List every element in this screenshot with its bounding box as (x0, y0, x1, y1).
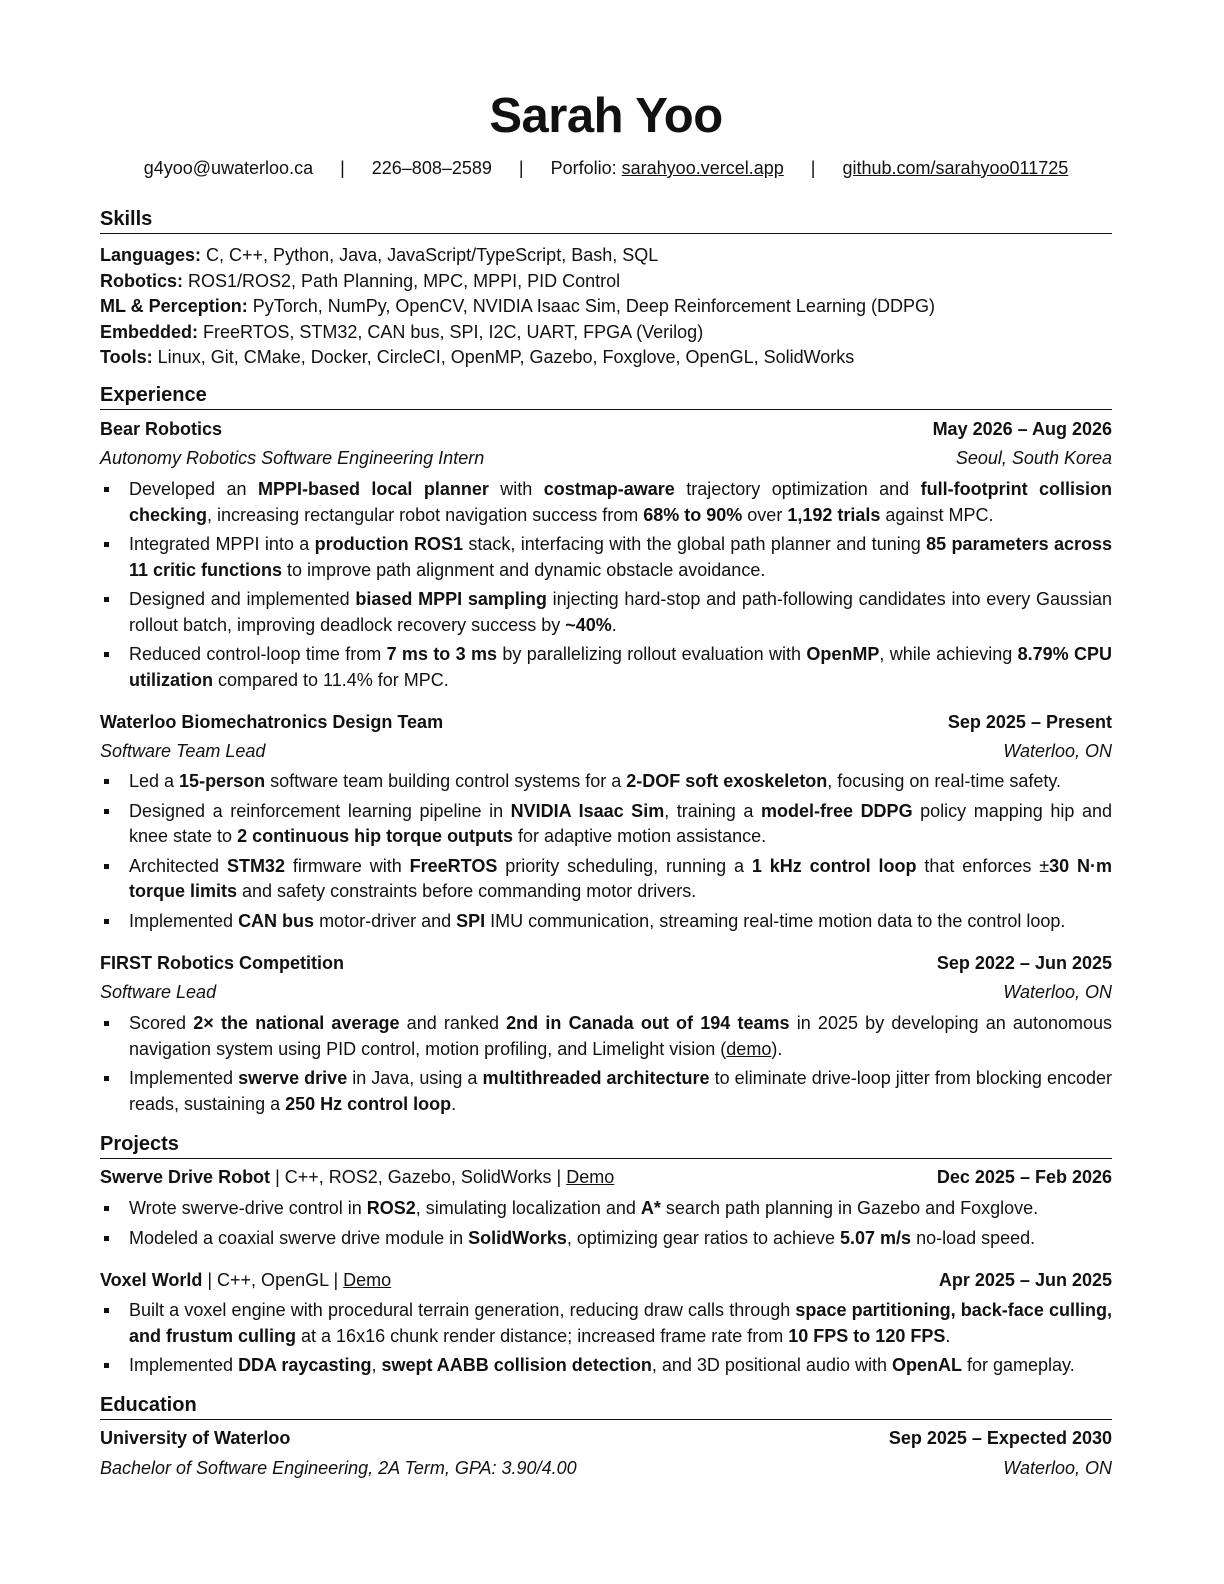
school-name: University of Waterloo (100, 1428, 291, 1448)
text-run: and safety constraints before commanding motor drivers. (237, 881, 697, 901)
text-run: and ranked (399, 1013, 507, 1033)
text-run: Wrote swerve-drive control in (129, 1198, 367, 1218)
project-header (100, 1270, 1112, 1291)
text-run: to improve path alignment and dynamic obstacle avoidance. (282, 559, 766, 580)
text-run: compared to 11.4% for MPC. (213, 669, 449, 690)
job-location: Waterloo, ON (1003, 741, 1112, 761)
job-subheader (100, 741, 1112, 762)
project-bullets (100, 1196, 1112, 1255)
project-bullets (100, 1298, 1112, 1383)
section-title-skills: Skills (100, 208, 1112, 234)
bullet-item (100, 1011, 1112, 1062)
bullet-item (100, 854, 1112, 905)
phone-number: 226–808–2589 (371, 158, 492, 178)
text-run: , while achieving (879, 644, 1018, 664)
text-run: in 2025 by developing an autonomous navigation system using PID control, motion profiling, and Limelight vision ( (129, 1013, 1112, 1059)
text-run: policy mapping hip and knee state to (129, 800, 1112, 846)
bold-text: 2-DOF soft exoskeleton (626, 771, 828, 791)
education-header (100, 1428, 1112, 1449)
skill-line: Robotics: ROS1/ROS2, Path Planning, MPC, MPPI, PID Control (100, 270, 621, 291)
education-dates: Sep 2025 – Expected 2030 (888, 1428, 1112, 1448)
demo-link[interactable]: demo (726, 1038, 772, 1059)
job-role: Software Team Lead (100, 741, 266, 761)
project-stack: | C++, OpenGL | (202, 1270, 344, 1290)
text-run: Designed and implemented (129, 589, 356, 609)
github-link[interactable]: github.com/sarahyoo011725 (842, 158, 1069, 178)
project-demo-link[interactable]: Demo (343, 1270, 392, 1290)
bold-text: 1 kHz control loop (751, 855, 917, 876)
skills-list (100, 243, 1112, 371)
contact-line (100, 158, 1112, 179)
text-run: , simulating localization and (415, 1198, 641, 1218)
bold-text: model-free DDPG (760, 800, 913, 821)
education-subheader (100, 1458, 1112, 1479)
bold-text: production ROS1 (314, 534, 464, 554)
bold-text: 2× the national average (193, 1013, 400, 1033)
bold-text: 1,192 trials (787, 504, 881, 525)
bold-text: 5.07 m/s (840, 1227, 912, 1248)
degree: Bachelor of Software Engineering, 2A Term, GPA: 3.90/4.00 (100, 1458, 577, 1478)
bold-text: SolidWorks (468, 1227, 567, 1248)
bold-text: swerve drive (238, 1068, 348, 1088)
contact-separator: | (810, 158, 816, 178)
education-location: Waterloo, ON (1003, 1458, 1112, 1478)
bold-text: STM32 (226, 855, 285, 876)
project-title (100, 1167, 614, 1188)
bullet-item (100, 532, 1112, 583)
job-location: Seoul, South Korea (955, 448, 1112, 468)
bullet-item (100, 909, 1112, 935)
text-run: IMU communication, streaming real-time motion data to the control loop. (485, 910, 1066, 931)
bold-text: OpenMP (806, 644, 880, 664)
bold-text: multithreaded architecture (482, 1068, 710, 1088)
project-name: Swerve Drive Robot (100, 1167, 271, 1187)
job-bullets (100, 769, 1112, 938)
bold-text: 2nd in Canada out of 194 teams (506, 1013, 790, 1033)
project-dates: Dec 2025 – Feb 2026 (936, 1167, 1112, 1187)
bold-text: FreeRTOS (409, 855, 498, 876)
job-header (100, 712, 1112, 733)
text-run: . (611, 614, 617, 635)
bullet-item (100, 642, 1112, 693)
text-run: in Java, using a (347, 1068, 483, 1088)
bold-text: 7 ms to 3 ms (386, 644, 498, 664)
text-run: Scored (129, 1013, 194, 1033)
bold-text: 10 FPS to 120 FPS (788, 1325, 946, 1346)
text-run: stack, interfacing with the global path planner and tuning (463, 534, 927, 554)
bullet-item (100, 1066, 1112, 1117)
skill-line: Embedded: FreeRTOS, STM32, CAN bus, SPI, I2C, UART, FPGA (Verilog) (100, 321, 704, 342)
bold-text: full-footprint collision checking (129, 479, 1113, 525)
project-header (100, 1167, 1112, 1188)
bold-text: costmap-aware (543, 479, 675, 499)
bold-text: CAN bus (238, 910, 315, 931)
project-demo-link[interactable]: Demo (566, 1167, 615, 1187)
project-dates: Apr 2025 – Jun 2025 (938, 1270, 1112, 1290)
bullet-item (100, 587, 1112, 638)
bold-text: DDA raycasting (238, 1355, 372, 1375)
text-run: trajectory optimization and (674, 479, 921, 499)
project-name: Voxel World (100, 1270, 203, 1290)
text-run: for gameplay. (961, 1355, 1075, 1375)
job-org: Waterloo Biomechatronics Design Team (100, 712, 444, 732)
bullet-item (100, 477, 1112, 528)
bold-text: SPI (456, 910, 486, 931)
text-run: Designed a reinforcement learning pipeline in (129, 800, 511, 821)
bold-text: 85 parameters across 11 critic functions (129, 534, 1113, 580)
text-run: with (488, 479, 544, 499)
project-title (100, 1270, 391, 1291)
text-run: at a 16x16 chunk render distance; increased frame rate from (296, 1325, 789, 1346)
bullet-item (100, 799, 1112, 850)
bullet-item (100, 1353, 1112, 1379)
bold-text: NVIDIA Isaac Sim (510, 800, 665, 821)
text-run: injecting hard-stop and path-following candidates into every Gaussian rollout batch, improving deadlock recovery success by (129, 589, 1113, 635)
text-run: against MPC. (880, 504, 994, 525)
text-run: , (371, 1355, 382, 1375)
job-role: Software Lead (100, 982, 217, 1002)
contact-separator: | (518, 158, 524, 178)
job-bullets (100, 1011, 1112, 1121)
job-location: Waterloo, ON (1003, 982, 1112, 1002)
text-run: firmware with (284, 855, 410, 876)
text-run: by parallelizing rollout evaluation with (497, 644, 807, 664)
skill-line: ML & Perception: PyTorch, NumPy, OpenCV, NVIDIA Isaac Sim, Deep Reinforcement Learning (DDPG) (100, 296, 935, 316)
bold-text: 250 Hz control loop (285, 1093, 452, 1114)
text-run: Implemented (129, 910, 239, 931)
text-run: Built a voxel engine with procedural terrain generation, reducing draw calls through (129, 1300, 796, 1320)
bold-text: 8.79% CPU utilization (129, 644, 1112, 690)
job-bullets (100, 477, 1112, 697)
bold-text: A* (640, 1198, 661, 1218)
bullet-item (100, 1298, 1112, 1349)
text-run: priority scheduling, running a (497, 855, 752, 876)
section-title-experience: Experience (100, 384, 1112, 410)
job-org: Bear Robotics (100, 419, 223, 439)
candidate-name: Sarah Yoo (489, 89, 723, 143)
text-run: ). (771, 1038, 783, 1059)
text-run: Integrated MPPI into a (129, 534, 315, 554)
bold-text: OpenAL (891, 1355, 962, 1375)
job-role: Autonomy Robotics Software Engineering Intern (100, 448, 485, 468)
job-header (100, 419, 1112, 440)
bold-text: MPPI-based local planner (257, 479, 489, 499)
bold-text: ~40% (565, 614, 612, 635)
job-subheader (100, 448, 1112, 469)
text-run: . (945, 1325, 951, 1346)
bold-text: ROS2 (366, 1198, 416, 1218)
text-run: Reduced control-loop time from (129, 644, 387, 664)
job-dates: Sep 2025 – Present (947, 712, 1112, 732)
job-org: FIRST Robotics Competition (100, 953, 344, 973)
job-header (100, 953, 1112, 974)
text-run: for adaptive motion assistance. (513, 826, 767, 846)
section-title-projects: Projects (100, 1133, 1112, 1159)
text-run: that enforces ± (916, 855, 1050, 876)
bold-text: 2 continuous hip torque outputs (237, 826, 514, 846)
text-run: , and 3D positional audio with (651, 1355, 892, 1375)
text-run: software team building control systems for a (265, 771, 627, 791)
job-subheader (100, 982, 1112, 1003)
contact-separator: | (340, 158, 345, 178)
bullet-item (100, 769, 1112, 795)
text-run: no-load speed. (911, 1227, 1036, 1248)
text-run: Led a (129, 771, 180, 791)
text-run: , optimizing gear ratios to achieve (566, 1227, 840, 1248)
bold-text: 15-person (179, 771, 266, 791)
text-run: , focusing on real-time safety. (827, 771, 1062, 791)
text-run: , increasing rectangular robot navigation success from (207, 504, 644, 525)
project-stack: | C++, ROS2, Gazebo, SolidWorks | (270, 1167, 567, 1187)
bold-text: 30 N·m torque limits (129, 855, 1113, 901)
bullet-item (100, 1226, 1112, 1252)
text-run: over (742, 504, 788, 525)
bold-text: space partitioning, back-face culling, and frustum culling (129, 1300, 1113, 1346)
skill-line: Tools: Linux, Git, CMake, Docker, CircleCI, OpenMP, Gazebo, Foxglove, OpenGL, SolidWorks (100, 347, 855, 367)
job-dates: May 2026 – Aug 2026 (932, 419, 1112, 439)
text-run: Modeled a coaxial swerve drive module in (129, 1227, 469, 1248)
text-run: Developed an (129, 479, 258, 499)
text-run: to eliminate drive-loop jitter from blocking encoder reads, sustaining a (129, 1068, 1112, 1114)
text-run: Implemented (129, 1068, 239, 1088)
portfolio-label: Porfolio: (550, 158, 617, 178)
bold-text: swept AABB collision detection (381, 1355, 652, 1375)
text-run: . (451, 1093, 457, 1114)
text-run: Implemented (129, 1355, 239, 1375)
bullet-item (100, 1196, 1112, 1222)
text-run: , training a (664, 800, 761, 821)
text-run: search path planning in Gazebo and Foxglove. (660, 1198, 1039, 1218)
text-run: Architected (129, 855, 227, 876)
bold-text: biased MPPI sampling (355, 589, 547, 609)
section-title-education: Education (100, 1394, 1112, 1420)
email-link[interactable]: g4yoo@uwaterloo.ca (143, 158, 314, 178)
bold-text: 68% to 90% (643, 504, 743, 525)
text-run: motor-driver and (314, 910, 457, 931)
skill-line: Languages: C, C++, Python, Java, JavaScript/TypeScript, Bash, SQL (100, 245, 659, 265)
job-dates: Sep 2022 – Jun 2025 (936, 953, 1112, 973)
portfolio-link[interactable]: sarahyoo.vercel.app (621, 158, 784, 178)
